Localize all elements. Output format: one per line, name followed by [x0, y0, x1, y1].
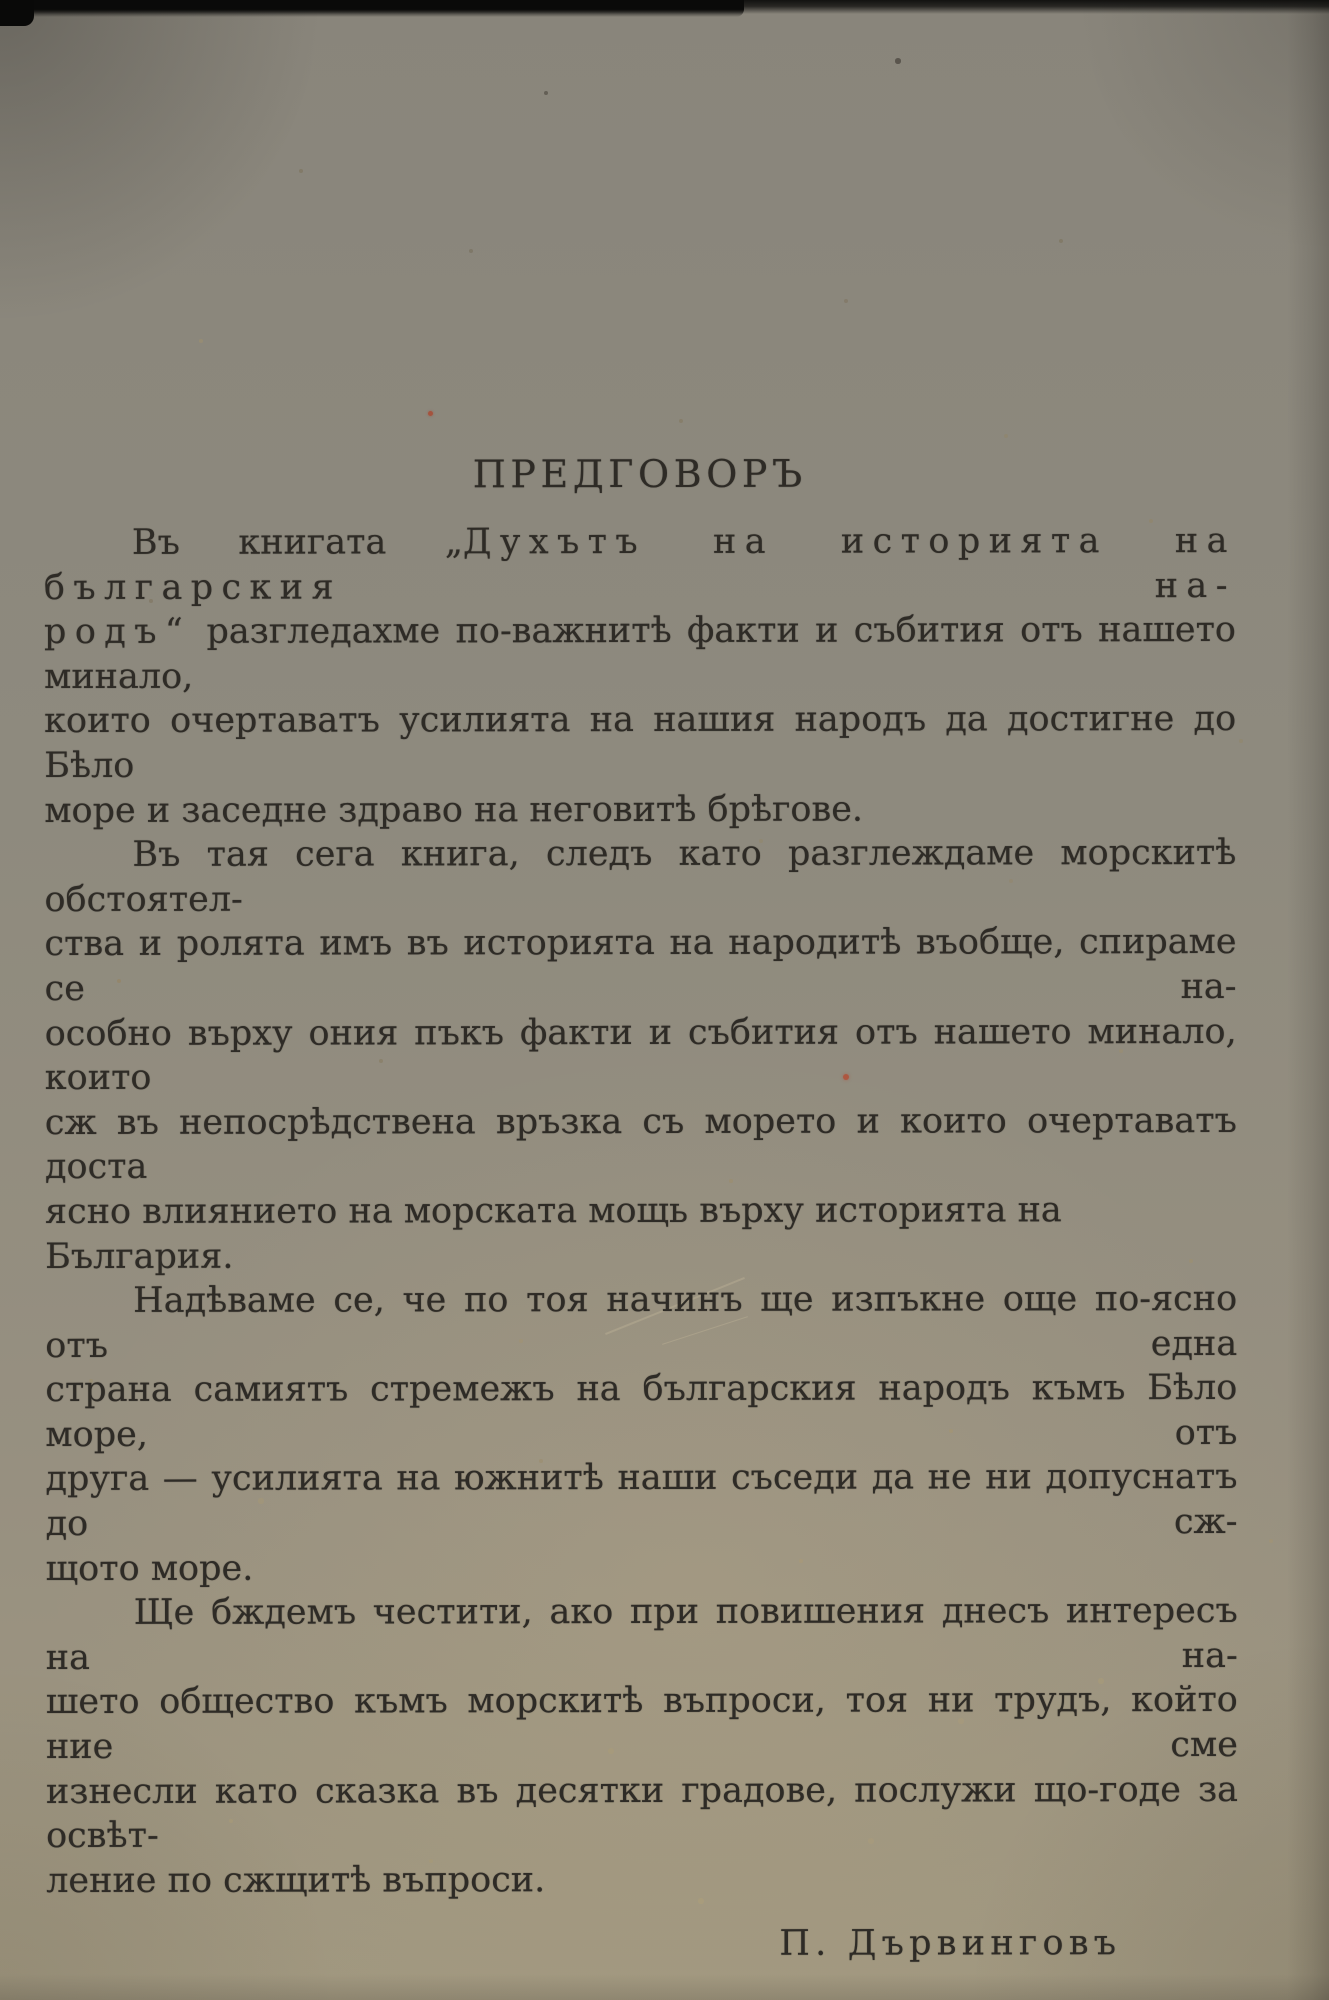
- scan-edge-right: [1287, 0, 1329, 2000]
- red-ink-speck: [428, 411, 433, 416]
- text-segment: ление по сжщитѣ въпроси.: [46, 1859, 546, 1901]
- scan-edge-top-left: [0, 0, 744, 17]
- text-segment: Ще бждемъ честити, ако при повишения днесъ интересъ на на-: [45, 1591, 1238, 1678]
- text-line: [46, 1678, 1238, 1769]
- text-segment: Надѣваме се, че по тоя начинъ ще изпъкне още по-ясно отъ една: [45, 1279, 1238, 1366]
- scan-corner-top-left: [0, 0, 34, 26]
- text-line: [44, 519, 1236, 610]
- paragraph: [45, 1277, 1238, 1591]
- text-segment: разгледахме по-важнитѣ факти и събития отъ нашето минало,: [44, 610, 1237, 697]
- text-segment: особно върху ония пъкъ факти и събития отъ нашето минало, които: [44, 1011, 1237, 1099]
- text-line: [45, 1277, 1237, 1368]
- text-segment: щото море.: [45, 1548, 254, 1589]
- text-block: [44, 449, 1239, 1967]
- paragraph: [44, 831, 1237, 1279]
- text-segment: Въ книгата „: [131, 522, 464, 563]
- paragraph: [46, 1589, 1239, 1903]
- book-title-emphasis: родъ“: [43, 611, 192, 653]
- text-line: [44, 787, 1236, 834]
- paragraphs: [44, 519, 1238, 1903]
- text-segment: които очертаватъ усилията на нашия народъ да достигне до Бѣло: [44, 699, 1237, 787]
- text-segment: изнесли като сказка въ десятки градове, послужи що-годе за освѣт-: [45, 1769, 1239, 1857]
- text-line: [45, 1366, 1237, 1457]
- book-title-emphasis: Духътъ на историята на българския на-: [43, 520, 1236, 608]
- text-line: [46, 1589, 1238, 1680]
- text-segment: ясно влиянието на морската мощь върху историята на България.: [44, 1190, 1062, 1277]
- text-segment: страна самиятъ стремежъ на българския народъ къмъ Бѣло море, отъ: [45, 1368, 1238, 1455]
- text-line: [44, 831, 1236, 922]
- text-line: [44, 608, 1236, 699]
- text-segment: Въ тая сега книга, следъ като разглеждаме морскитѣ обстоятел-: [44, 833, 1237, 920]
- text-segment: друга — усилията на южнитѣ наши съседи да не ни допуснатъ до сж-: [45, 1457, 1238, 1545]
- text-line: [46, 1545, 1238, 1592]
- text-line: [44, 697, 1236, 788]
- text-line: [46, 1857, 1238, 1904]
- text-line: [46, 1768, 1238, 1859]
- scan-edge-bottom: [0, 1974, 1329, 2000]
- paragraph: [44, 519, 1237, 833]
- text-segment: ства и ролята имъ въ историята на народитѣ въобще, спираме се на-: [44, 922, 1237, 1009]
- page-title: ПРЕДГОВОРЪ: [472, 451, 807, 497]
- text-segment: сж въ непосрѣдствена връзка съ морето и които очертаватъ доста: [44, 1100, 1237, 1188]
- text-segment: море и заседне здраво на неговитѣ брѣгове.: [44, 789, 864, 831]
- text-line: [45, 1188, 1237, 1279]
- text-line: [45, 1009, 1237, 1100]
- text-line: [45, 1099, 1237, 1190]
- text-line: [45, 1455, 1237, 1546]
- author-signature: П. Дървинговъ: [779, 1923, 1122, 1965]
- text-line: [45, 920, 1237, 1011]
- text-segment: шето общество къмъ морскитѣ въпроси, тоя ни трудъ, който ние сме: [45, 1680, 1238, 1768]
